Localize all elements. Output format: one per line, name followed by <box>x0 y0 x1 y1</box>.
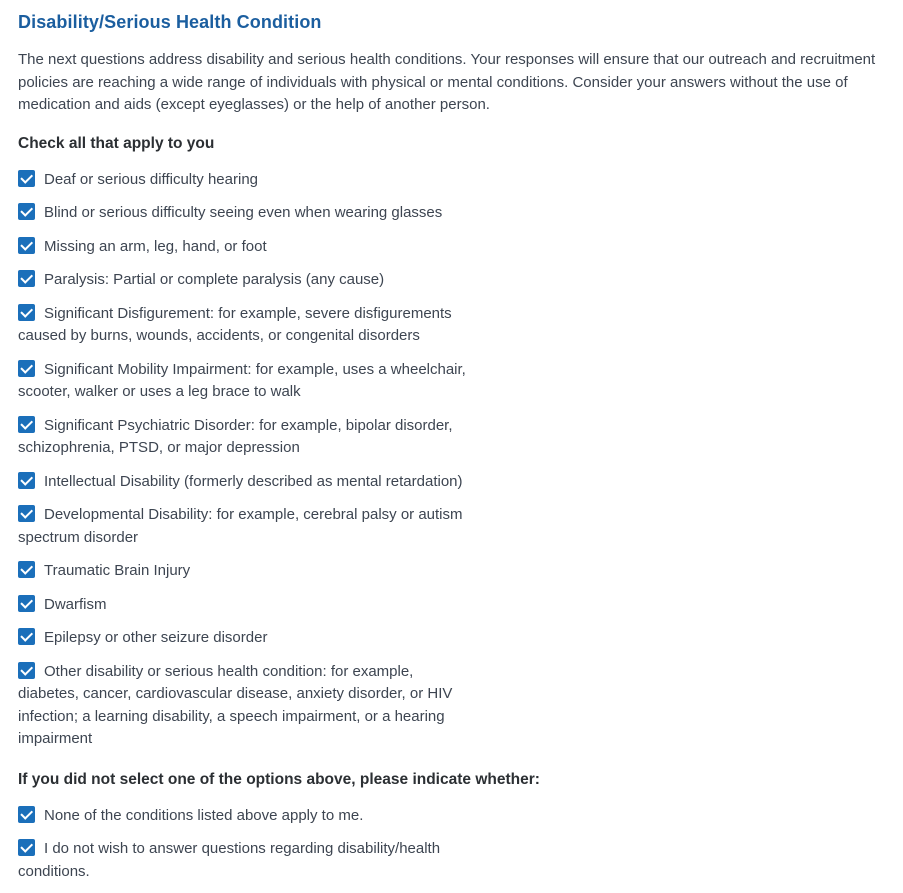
option-label: None of the conditions listed above apply to me. <box>44 806 364 824</box>
checkbox-option-epilepsy[interactable] <box>18 627 466 650</box>
check-all-heading: Check all that apply to you <box>18 134 215 152</box>
checked-checkbox-icon[interactable] <box>18 304 35 321</box>
checkbox-option-blind[interactable] <box>18 202 466 225</box>
apply-options-group <box>18 169 883 751</box>
checkbox-option-disfigurement[interactable] <box>18 303 466 348</box>
checkbox-option-other-condition[interactable] <box>18 661 466 751</box>
if-not-selected-heading: If you did not select one of the options above, please indicate whether: <box>18 770 540 788</box>
checked-checkbox-icon[interactable] <box>18 416 35 433</box>
checkbox-option-developmental-disability[interactable] <box>18 504 466 549</box>
checkbox-option-none-apply[interactable] <box>18 805 466 828</box>
option-label: Deaf or serious difficulty hearing <box>44 170 258 188</box>
option-label: Intellectual Disability (formerly described as mental retardation) <box>44 472 463 490</box>
checked-checkbox-icon[interactable] <box>18 472 35 489</box>
option-label: Epilepsy or other seizure disorder <box>44 629 268 646</box>
checked-checkbox-icon[interactable] <box>18 360 35 377</box>
option-label: Significant Disfigurement: for example, severe disfigurements caused by burns, wounds, accidents, or congenital disorders <box>18 304 452 344</box>
option-label: Other disability or serious health condition: for example, diabetes, cancer, cardiovascular disease, anxiety disorder, or HIV infection; a learning disability, a speech impairment, or a hearing impairment <box>18 662 453 747</box>
checked-checkbox-icon[interactable] <box>18 628 35 645</box>
option-label: I do not wish to answer questions regarding disability/health conditions. <box>18 840 441 880</box>
checked-checkbox-icon[interactable] <box>18 662 35 679</box>
checked-checkbox-icon[interactable] <box>18 203 35 220</box>
checkbox-option-do-not-wish-to-answer[interactable] <box>18 838 466 883</box>
checked-checkbox-icon[interactable] <box>18 561 35 578</box>
option-label: Dwarfism <box>44 595 107 613</box>
checkbox-option-mobility-impairment[interactable] <box>18 359 466 404</box>
checkbox-option-psychiatric-disorder[interactable] <box>18 415 466 460</box>
option-label: Missing an arm, leg, hand, or foot <box>44 237 267 255</box>
option-label: Developmental Disability: for example, cerebral palsy or autism spectrum disorder <box>18 506 463 546</box>
checked-checkbox-icon[interactable] <box>18 595 35 612</box>
option-label: Blind or serious difficulty seeing even when wearing glasses <box>44 204 443 221</box>
page-title: Disability/Serious Health Condition <box>18 12 322 32</box>
fallback-options-group <box>18 805 883 884</box>
checked-checkbox-icon[interactable] <box>18 806 35 823</box>
checkbox-option-intellectual-disability[interactable] <box>18 471 466 494</box>
checked-checkbox-icon[interactable] <box>18 170 35 187</box>
option-label: Paralysis: Partial or complete paralysis (any cause) <box>44 271 385 288</box>
intro-text: The next questions address disability and serious health conditions. Your responses will ensure that our outreach and recruitment policies are reaching a wide range of individuals with physical or mental conditions. Consider your answers without the use of medication and aids (except eyeglasses) or the help of another person. <box>18 51 876 113</box>
checkbox-option-traumatic-brain-injury[interactable] <box>18 560 466 583</box>
option-label: Significant Psychiatric Disorder: for example, bipolar disorder, schizophrenia, PTSD, or major depression <box>18 416 453 456</box>
checkbox-option-missing-limb[interactable] <box>18 236 466 259</box>
checked-checkbox-icon[interactable] <box>18 839 35 856</box>
checked-checkbox-icon[interactable] <box>18 270 35 287</box>
checkbox-option-paralysis[interactable] <box>18 269 466 292</box>
checkbox-option-deaf[interactable] <box>18 169 466 192</box>
option-label: Significant Mobility Impairment: for example, uses a wheelchair, scooter, walker or uses a leg brace to walk <box>18 360 466 400</box>
checkbox-option-dwarfism[interactable] <box>18 594 466 617</box>
checked-checkbox-icon[interactable] <box>18 237 35 254</box>
checked-checkbox-icon[interactable] <box>18 505 35 522</box>
option-label: Traumatic Brain Injury <box>44 562 191 579</box>
